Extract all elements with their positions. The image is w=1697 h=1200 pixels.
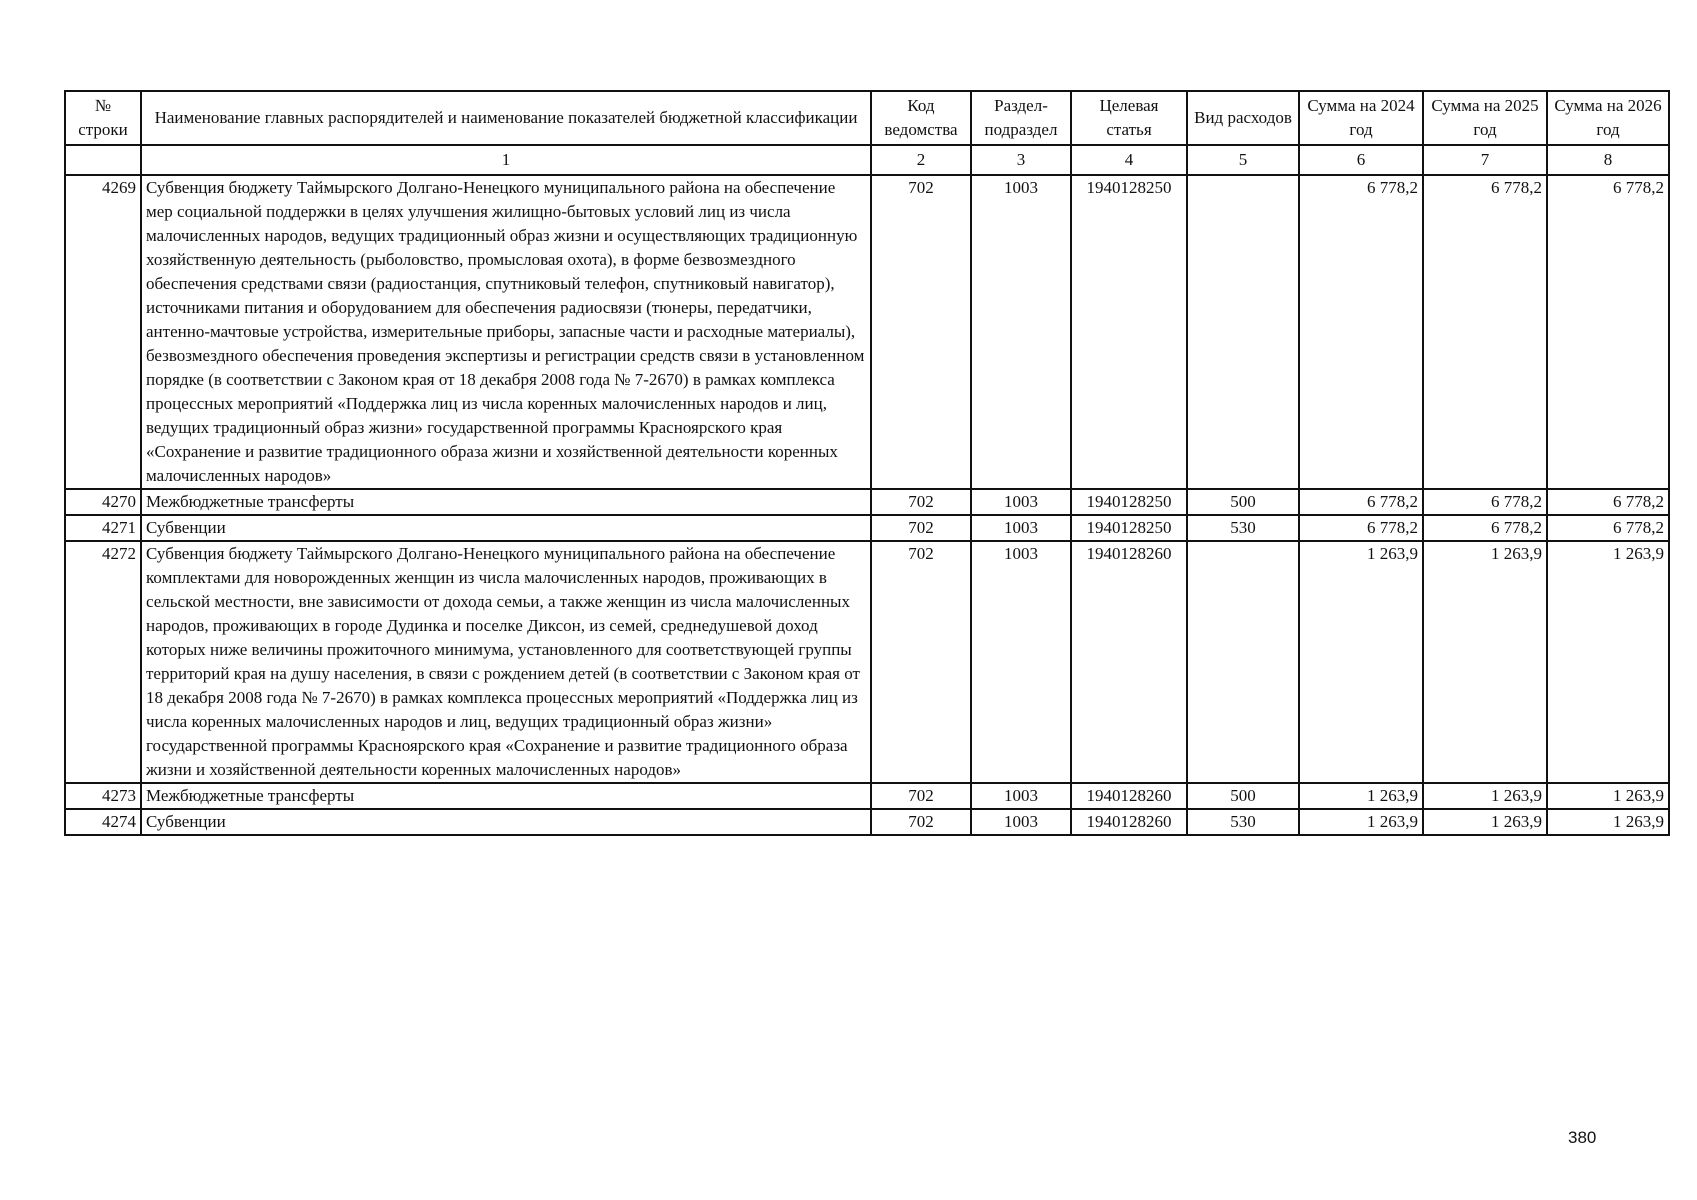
column-index: 2 — [871, 145, 971, 175]
row-sum-2024: 6 778,2 — [1299, 175, 1423, 489]
header-dept-code: Код ведомства — [871, 91, 971, 145]
row-name: Субвенция бюджету Таймырского Долгано-Ненецкого муниципального района на обеспечение мер социальной поддержки в целях улучшения жилищно-бытовых условий лиц из числа малочисленных народов, ведущих традиционный образ жизни и осуществляющих традиционную хозяйственную деятельность (рыболовство, промысловая охота), в форме безвозмездного обеспечения средствами связи (радиостанция, спутниковый телефон, спутниковый навигатор), источниками питания и оборудованием для обеспечения радиосвязи (тюнеры, передатчики, антенно-мачтовые устройства, измерительные приборы, запасные части и расходные материалы), безвозмездного обеспечения проведения экспертизы и регистрации средств связи в установленном порядке (в соответствии с Законом края от 18 декабря 2008 года № 7-2670) в рамках комплекса процессных мероприятий «Поддержка лиц из числа коренных малочисленных народов и лиц, ведущих традиционный образ жизни» государственной программы Красноярского края «Сохранение и развитие традиционного образа жизни и хозяйственной деятельности коренных малочисленных народов» — [141, 175, 871, 489]
row-sum-2025: 6 778,2 — [1423, 175, 1547, 489]
budget-table — [64, 90, 1670, 836]
row-section: 1003 — [971, 515, 1071, 541]
row-sum-2025: 6 778,2 — [1423, 515, 1547, 541]
row-sum-2024: 6 778,2 — [1299, 489, 1423, 515]
row-sum-2025: 1 263,9 — [1423, 783, 1547, 809]
row-target-article: 1940128250 — [1071, 489, 1187, 515]
row-section: 1003 — [971, 783, 1071, 809]
header-section: Раздел-подраздел — [971, 91, 1071, 145]
row-section: 1003 — [971, 489, 1071, 515]
row-target-article: 1940128260 — [1071, 783, 1187, 809]
row-number: 4271 — [65, 515, 141, 541]
header-row — [65, 91, 1669, 145]
row-number: 4274 — [65, 809, 141, 835]
row-sum-2026: 6 778,2 — [1547, 515, 1669, 541]
column-index: 5 — [1187, 145, 1299, 175]
row-expense-type — [1187, 541, 1299, 783]
row-expense-type: 530 — [1187, 809, 1299, 835]
column-index: 1 — [141, 145, 871, 175]
header-row-number: № строки — [65, 91, 141, 145]
column-index — [65, 145, 141, 175]
row-sum-2024: 6 778,2 — [1299, 515, 1423, 541]
column-index: 7 — [1423, 145, 1547, 175]
row-name: Межбюджетные трансферты — [141, 783, 871, 809]
table-row — [65, 515, 1669, 541]
row-sum-2026: 6 778,2 — [1547, 489, 1669, 515]
row-expense-type — [1187, 175, 1299, 489]
row-target-article: 1940128250 — [1071, 515, 1187, 541]
column-index: 8 — [1547, 145, 1669, 175]
row-target-article: 1940128260 — [1071, 809, 1187, 835]
table-row — [65, 175, 1669, 489]
row-number: 4269 — [65, 175, 141, 489]
row-dept-code: 702 — [871, 515, 971, 541]
row-sum-2025: 1 263,9 — [1423, 541, 1547, 783]
row-expense-type: 530 — [1187, 515, 1299, 541]
row-name: Субвенции — [141, 809, 871, 835]
header-sum-2024: Сумма на 2024 год — [1299, 91, 1423, 145]
row-expense-type: 500 — [1187, 783, 1299, 809]
row-sum-2026: 1 263,9 — [1547, 541, 1669, 783]
row-section: 1003 — [971, 541, 1071, 783]
row-sum-2026: 1 263,9 — [1547, 809, 1669, 835]
header-sum-2026: Сумма на 2026 год — [1547, 91, 1669, 145]
column-index: 3 — [971, 145, 1071, 175]
table-row — [65, 809, 1669, 835]
row-sum-2024: 1 263,9 — [1299, 541, 1423, 783]
table-row — [65, 541, 1669, 783]
row-dept-code: 702 — [871, 489, 971, 515]
row-dept-code: 702 — [871, 809, 971, 835]
header-sum-2025: Сумма на 2025 год — [1423, 91, 1547, 145]
header-expense-type: Вид расходов — [1187, 91, 1299, 145]
row-target-article: 1940128250 — [1071, 175, 1187, 489]
header-name: Наименование главных распорядителей и наименование показателей бюджетной классификации — [141, 91, 871, 145]
header-target-article: Целевая статья — [1071, 91, 1187, 145]
row-sum-2025: 1 263,9 — [1423, 809, 1547, 835]
row-dept-code: 702 — [871, 783, 971, 809]
column-index: 4 — [1071, 145, 1187, 175]
row-target-article: 1940128260 — [1071, 541, 1187, 783]
row-section: 1003 — [971, 809, 1071, 835]
row-sum-2026: 6 778,2 — [1547, 175, 1669, 489]
column-index-row — [65, 145, 1669, 175]
column-index: 6 — [1299, 145, 1423, 175]
row-name: Субвенция бюджету Таймырского Долгано-Ненецкого муниципального района на обеспечение комплектами для новорожденных женщин из числа малочисленных народов, проживающих в сельской местности, вне зависимости от дохода семьи, а также женщин из числа малочисленных народов, проживающих в городе Дудинка и поселке Диксон, из семей, среднедушевой доход которых ниже величины прожиточного минимума, установленного для соответствующей группы территорий края на душу населения, в связи с рождением детей (в соответствии с Законом края от 18 декабря 2008 года № 7-2670) в рамках комплекса процессных мероприятий «Поддержка лиц из числа коренных малочисленных народов и лиц, ведущих традиционный образ жизни» государственной программы Красноярского края «Сохранение и развитие традиционного образа жизни и хозяйственной деятельности коренных малочисленных народов» — [141, 541, 871, 783]
row-number: 4270 — [65, 489, 141, 515]
row-dept-code: 702 — [871, 541, 971, 783]
row-sum-2024: 1 263,9 — [1299, 809, 1423, 835]
row-dept-code: 702 — [871, 175, 971, 489]
table-row — [65, 783, 1669, 809]
row-sum-2025: 6 778,2 — [1423, 489, 1547, 515]
row-name: Межбюджетные трансферты — [141, 489, 871, 515]
row-number: 4272 — [65, 541, 141, 783]
row-sum-2026: 1 263,9 — [1547, 783, 1669, 809]
page-number: 380 — [1568, 1128, 1597, 1147]
row-name: Субвенции — [141, 515, 871, 541]
row-section: 1003 — [971, 175, 1071, 489]
row-number: 4273 — [65, 783, 141, 809]
row-sum-2024: 1 263,9 — [1299, 783, 1423, 809]
row-expense-type: 500 — [1187, 489, 1299, 515]
table-row — [65, 489, 1669, 515]
